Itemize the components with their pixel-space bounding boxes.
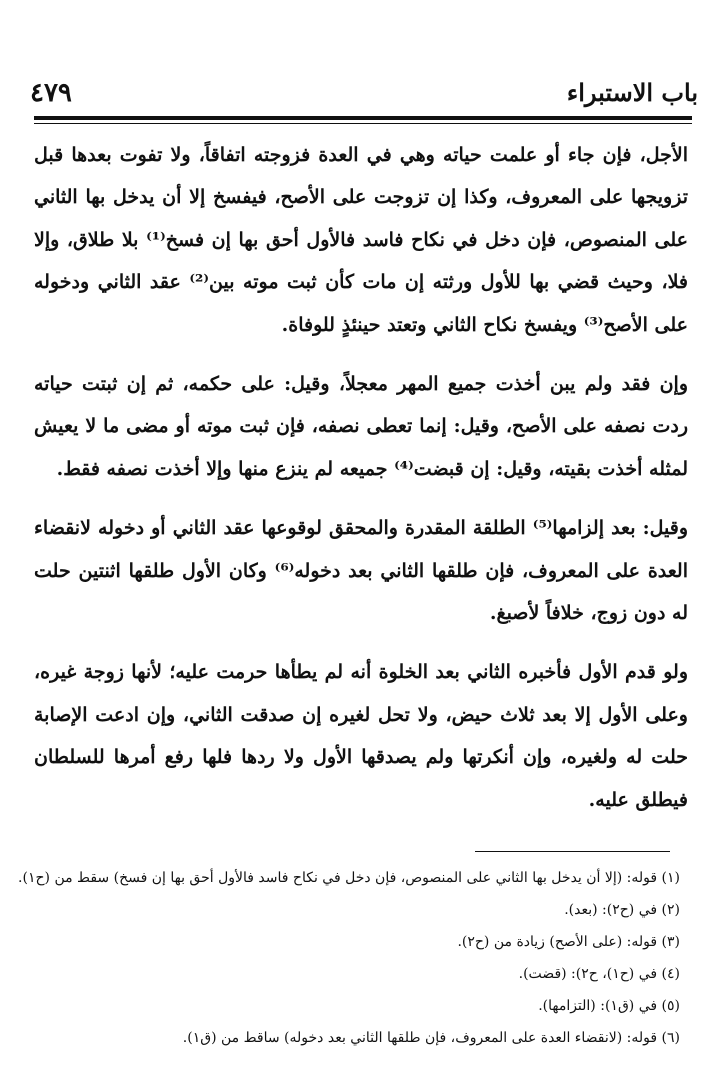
page-number: ٤٧٩ (30, 78, 72, 108)
footnote-3: (٣) قوله: (على الأصح) زيادة من (ح٢). (457, 934, 680, 950)
footnotes (18, 862, 680, 1054)
footnote-1: (١) قوله: (إلا أن يدخل بها الثاني على المنصوص، فإن دخل في نكاح فاسد فالأول أحق بها إن فسخ) سقط من (ح١). (18, 870, 680, 886)
paragraph-1: الأجل، فإن جاء أو علمت حياته وهي في العدة فزوجته اتفاقاً، ولا تفوت بعدها قبل تزويجها على المعروف، وكذا إن تزوجت على الأصح، فيفسخ إلا أن يدخل بها الثاني على المنصوص، فإن دخل في نكاح فاسد فالأول أحق بها إن فسخ⁽¹⁾ بلا طلاق، وإلا فلا، وحيث قضي بها للأول ورثته إن مات كأن ثبت موته بين⁽²⁾ عقد الثاني ودخوله على الأصح⁽³⁾ ويفسخ نكاح الثاني وتعتد حينئذٍ للوفاة. (34, 144, 688, 336)
footnote-separator (475, 851, 670, 852)
footnote-6: (٦) قوله: (لانقضاء العدة على المعروف، فإن طلقها الثاني بعد دخوله) ساقط من (ق١). (182, 1030, 680, 1046)
footnote-5: (٥) في (ق١): (التزامها). (538, 998, 680, 1014)
main-text (34, 134, 688, 821)
paragraph-4: ولو قدم الأول فأخبره الثاني بعد الخلوة أنه لم يطأها حرمت عليه؛ لأنها زوجة غيره، وعلى الأول إلا بعد ثلاث حيض، ولا تحل لغيره إن صدقت الثاني، وإن ادعت الإصابة حلت له ولغيره، وإن أنكرتها ولم يصدقها الأول ولا ردها فلها رفع أمرها للسلطان فيطلق عليه. (34, 661, 688, 811)
header-rule-thick (34, 116, 692, 120)
header-rule-thin (34, 123, 692, 124)
paragraph-2: وإن فقد ولم يبن أخذت جميع المهر معجلاً، وقيل: على حكمه، ثم إن ثبتت حياته ردت نصفه على الأصح، وقيل: إنما تعطى نصفه، فإن ثبت موته أو مضى ما لا يعيش لمثله أخذت بقيته، وقيل: إن قبضت⁽⁴⁾ جميعه لم ينزع منها وإلا أخذت نصفه فقط. (34, 373, 688, 480)
chapter-title: باب الاستبراء (566, 78, 698, 107)
footnote-4: (٤) في (ح١)، ح٢): (قضت). (518, 966, 680, 982)
running-header (30, 70, 698, 114)
paragraph-3: وقيل: بعد إلزامها⁽⁵⁾ الطلقة المقدرة والمحقق لوقوعها عقد الثاني أو دخوله لانقضاء العدة على المعروف، فإن طلقها الثاني بعد دخوله⁽⁶⁾ وكان الأول طلقها اثنتين حلت له دون زوج، خلافاً لأصبغ. (34, 517, 689, 625)
footnote-2: (٢) في (ح٢): (بعد). (564, 902, 680, 918)
